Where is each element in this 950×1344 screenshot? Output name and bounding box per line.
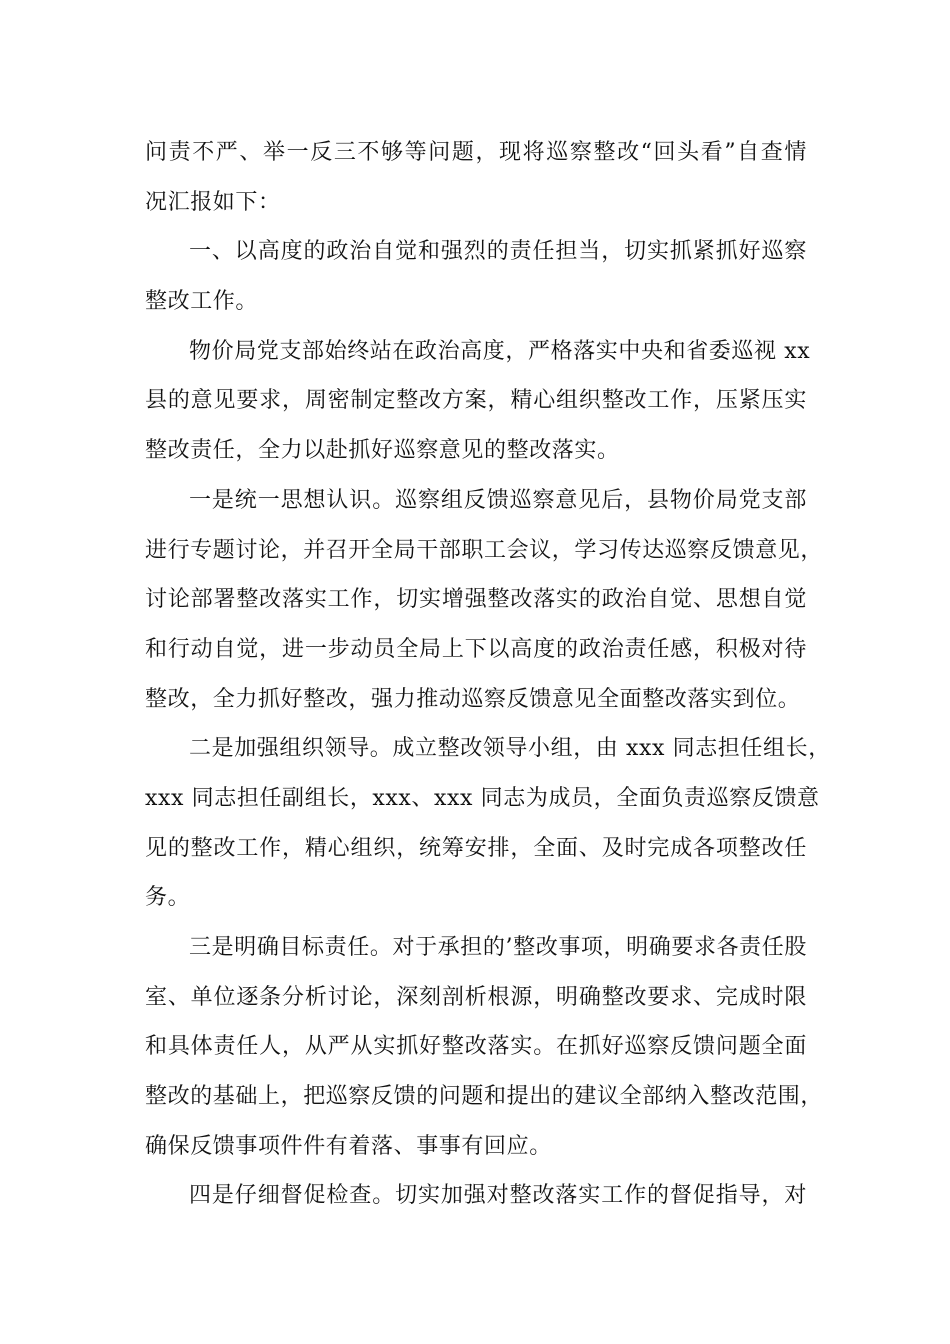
document-body: [145, 128, 831, 1221]
text-line: 整改工作。: [145, 289, 259, 315]
text-line: 整改，全力抓好整改，强力推动巡察反馈意见全面整改落实到位。: [145, 686, 801, 712]
text-line: 和具体责任人，从严从实抓好整改落实。在抓好巡察反馈问题全面: [145, 1034, 807, 1060]
text-line: 整改责任，全力以赴抓好巡察意见的整改落实。: [145, 438, 620, 464]
text-line: 一、以高度的政治自觉和强烈的责任担当，切实抓紧抓好巡察: [189, 239, 807, 265]
text-line: 和行动自觉，进一步动员全局上下以高度的政治责任感，积极对待: [145, 636, 807, 662]
text-line: 室、单位逐条分析讨论，深刻剖析根源，明确整改要求、完成时限: [145, 984, 807, 1010]
text-line: 一是统一思想认识。巡察组反馈巡察意见后，县物价局党支部: [189, 487, 807, 513]
text-line: 四是仔细督促检查。切实加强对整改落实工作的督促指导，对: [189, 1183, 807, 1209]
text-line: 况汇报如下：: [145, 189, 281, 215]
text-line: xxx 同志担任副组长，xxx、xxx 同志为成员，全面负责巡察反馈意: [145, 785, 820, 811]
text-line: 务。: [145, 885, 191, 911]
text-line: 见的整改工作，精心组织，统筹安排，全面、及时完成各项整改任: [145, 835, 807, 861]
text-line: 讨论部署整改落实工作，切实增强整改落实的政治自觉、思想自觉: [145, 587, 807, 613]
text-line: 确保反馈事项件件有着落、事事有回应。: [145, 1133, 552, 1159]
text-line: 三是明确目标责任。对于承担的’整改事项，明确要求各责任股: [189, 935, 807, 960]
text-line: 二是加强组织领导。成立整改领导小组，由 xxx 同志担任组长，: [189, 736, 831, 762]
text-line: 进行专题讨论，并召开全局干部职工会议，学习传达巡察反馈意见，: [145, 537, 824, 563]
text-line: 物价局党支部始终站在政治高度，严格落实中央和省委巡视 xx: [189, 338, 811, 364]
text-line: 问责不严、举一反三不够等问题，现将巡察整改“回头看”自查情: [145, 140, 807, 165]
text-line: 整改的基础上，把巡察反馈的问题和提出的建议全部纳入整改范围，: [145, 1084, 824, 1110]
text-line: 县的意见要求，周密制定整改方案，精心组织整改工作，压紧压实: [145, 388, 807, 414]
